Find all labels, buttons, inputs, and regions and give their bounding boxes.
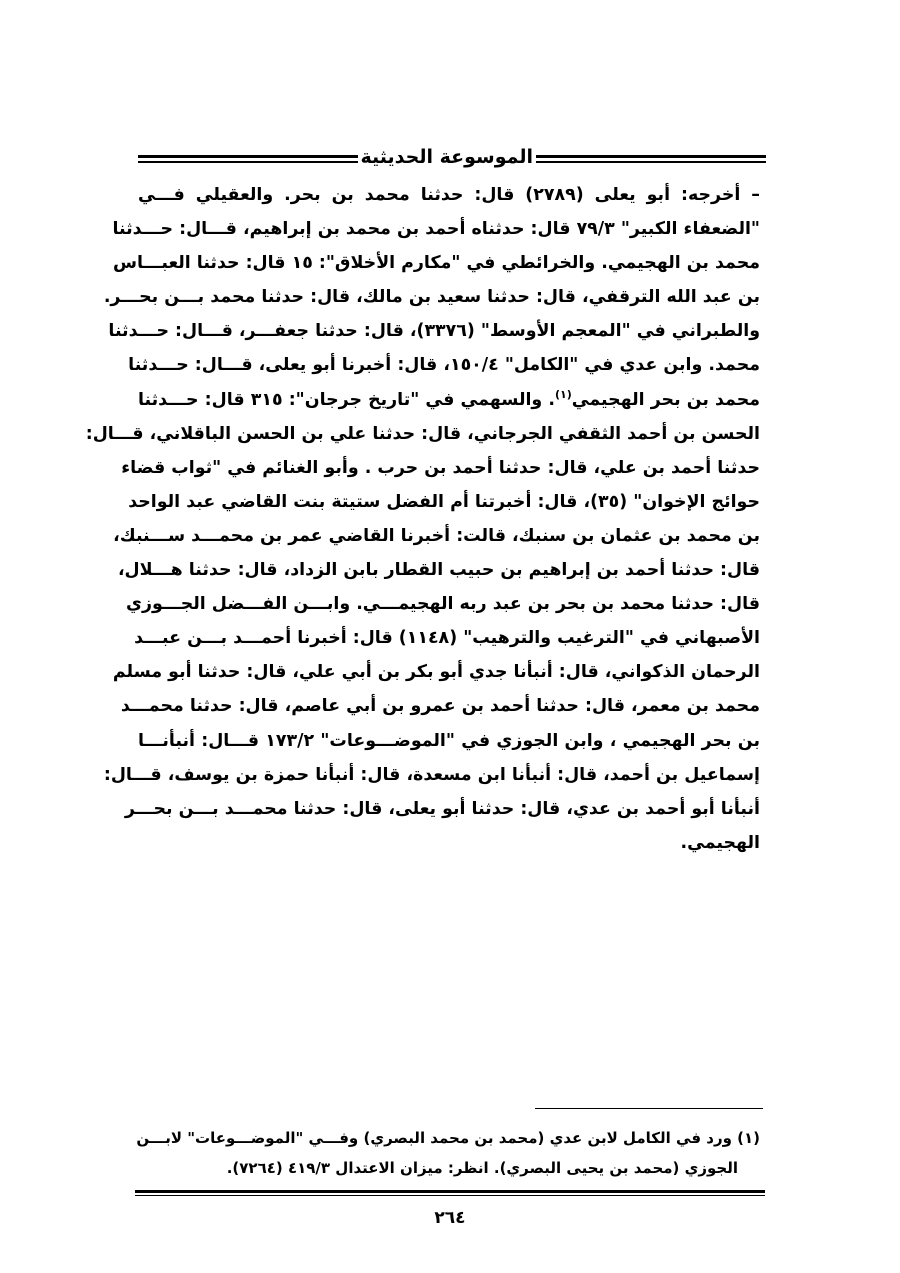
text-line-with-footnote-ref <box>138 383 760 417</box>
header-title: الموسوعة الحديثية <box>360 146 533 168</box>
text-line: – أخرجه: أبو يعلى (٢٧٨٩) قال: حدثنا محمد بن بحر. والعقيلي فـــي <box>138 185 760 205</box>
footnote-line: الجوزي (محمد بن يحيى البصري). انظر: ميزان الاعتدال ٤١٩/٣ (٧٢٦٤). <box>226 1159 738 1177</box>
text-line: والطبراني في "المعجم الأوسط" (٣٣٧٦)، قال: حدثنا جعفـــر، قـــال: حـــدثنا <box>108 321 760 342</box>
header-rule-left <box>138 155 358 163</box>
page-number: ٢٦٤ <box>434 1208 466 1228</box>
text-line: الهجيمي. <box>680 832 760 853</box>
footnote-separator <box>535 1108 763 1109</box>
text-line: محمد. وابن عدي في "الكامل" ١٥٠/٤، قال: أخبرنا أبو يعلى، قـــال: حـــدثنا <box>128 355 760 376</box>
text-line: الأصبهاني في "الترغيب والترهيب" (١١٤٨) قال: أخبرنا أحمـــد بـــن عبـــد <box>134 628 760 649</box>
text-segment: . والسهمي في "تاريخ جرجان": ٣١٥ قال: حـــدثنا <box>138 389 555 410</box>
text-line: الرحمان الذكواني، قال: أنبأنا جدي أبو بكر بن أبي علي، قال: حدثنا أبو مسلم <box>112 662 760 683</box>
text-line: بن بحر الهجيمي ، وابن الجوزي في "الموضـــوعات" ١٧٣/٢ قـــال: أنبأنـــا <box>138 730 760 751</box>
header-rule-right <box>536 155 766 163</box>
text-line: حدثنا أحمد بن علي، قال: حدثنا أحمد بن حرب . وأبو الغنائم في "ثواب قضاء <box>121 457 760 478</box>
text-line: قال: حدثنا محمد بن بحر بن عبد ربه الهجيمـــي. وابـــن الفـــضل الجـــوزي <box>126 594 760 615</box>
text-line: إسماعيل بن أحمد، قال: أنبأنا ابن مسعدة، قال: أنبأنا حمزة بن يوسف، قـــال: <box>103 764 760 785</box>
main-text <box>85 178 761 860</box>
text-line: حوائج الإخوان" (٣٥)، قال: أخبرتنا أم الفضل ستيتة بنت القاضي عبد الواحد <box>128 491 760 512</box>
text-line: قال: حدثنا أحمد بن إبراهيم بن حبيب القطار بابن الزداد، قال: حدثنا هـــلال، <box>117 560 760 581</box>
text-line: "الضعفاء الكبير" ٧٩/٣ قال: حدثناه أحمد بن محمد بن إبراهيم، قـــال: حـــدثنا <box>112 219 760 240</box>
footnote-line: (١) ورد في الكامل لابن عدي (محمد بن محمد البصري) وفـــي "الموضـــوعات" لابـــن <box>136 1129 760 1147</box>
bottom-rule <box>135 1190 765 1196</box>
text-line: بن عبد الله الترقفي، قال: حدثنا سعيد بن مالك، قال: حدثنا محمد بـــن بحـــر. <box>103 287 760 308</box>
text-line: محمد بن الهجيمي. والخرائطي في "مكارم الأخلاق": ١٥ قال: حدثنا العبـــاس <box>112 253 760 274</box>
text-line: محمد بن معمر، قال: حدثنا أحمد بن عمرو بن أبي عاصم، قال: حدثنا محمـــد <box>120 696 760 717</box>
footnote-ref: (١) <box>554 387 572 401</box>
running-header <box>138 146 766 176</box>
text-line: أنبأنا أبو أحمد بن عدي، قال: حدثنا أبو يعلى، قال: حدثنا محمـــد بـــن بحـــر <box>124 798 760 819</box>
text-line: بن محمد بن عثمان بن سنبك، قالت: أخبرنا القاضي عمر بن محمـــد ســـنبك، <box>113 525 760 546</box>
text-segment: محمد بن بحر الهجيمي <box>571 389 761 410</box>
footnote <box>138 1123 760 1183</box>
text-line: الحسن بن أحمد الثقفي الجرجاني، قال: حدثنا علي بن الحسن الباقلاني، قـــال: <box>85 423 760 444</box>
